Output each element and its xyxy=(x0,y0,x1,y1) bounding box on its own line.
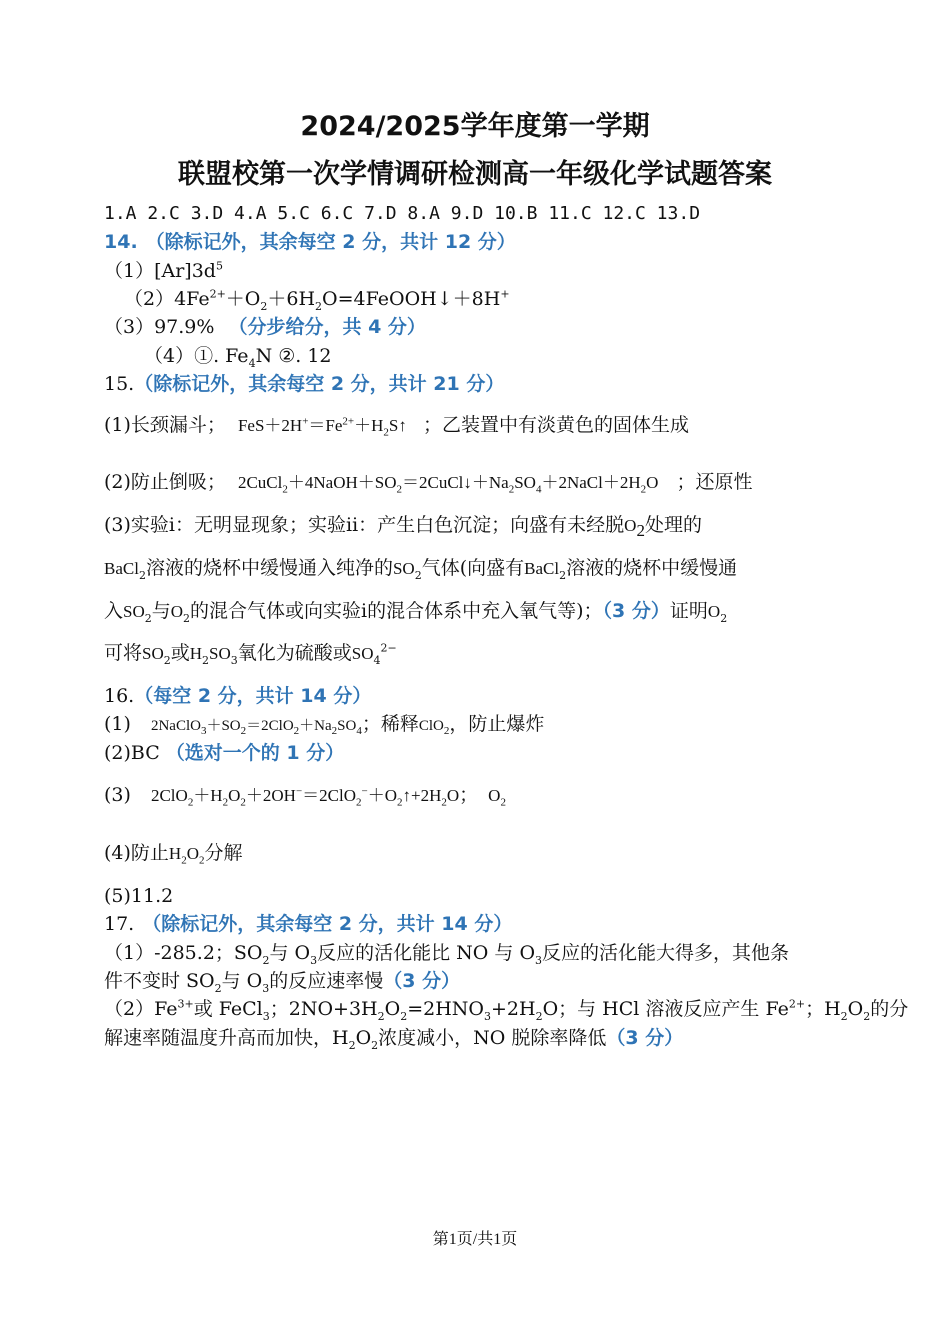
q15-answer-2: (2)防止倒吸； $2CuCl_2+4NaOH+SO_2=2CuCl↓+Na_2SO_4+2NaCl+2H_2O$ ；还原性 xyxy=(104,471,753,496)
q14-answer-2: $(2)4Fe^{2+}+O_2+6H_2O=4FeOOH↓+8H^+$ xyxy=(124,287,510,313)
q17-answer-1-line-1: （1）-285.2；$SO_2$与 $O_3$反应的活化能比 NO 与 $O_3$反应的活化能大得多，其他条 xyxy=(104,942,790,967)
q17-answer-2-line-2: 解速率随温度升高而加快，$H_2O_2$浓度减小，NO 脱除率降低（3 分） xyxy=(104,1027,684,1052)
q14-answer-3-note: （分步给分，共 4 分） xyxy=(228,316,426,338)
q14-header xyxy=(104,229,516,255)
q15-answer-3-line-4: 可将$SO_2$或$H_2SO_3$氧化为硫酸或$SO_4^{2-}$ xyxy=(104,641,397,667)
q17-answer-1-line-2: 件不变时 $SO_2$与 $O_3$的反应速率慢（3 分） xyxy=(104,970,461,995)
q16-answer-4: (4)防止$H_2O_2$分解 xyxy=(104,842,243,867)
title-line-1: 2024/2025学年度第一学期 xyxy=(300,111,650,142)
q15-number: 15. xyxy=(104,373,135,395)
page-footer: 第1页/共1页 xyxy=(432,1231,518,1248)
title-line-2: 联盟校第一次学情调研检测高一年级化学试题答案 xyxy=(178,159,772,190)
q16-score-note: （每空 2 分，共计 14 分） xyxy=(134,685,372,707)
q14-answer-1: $(1)[Ar]3d^5$ xyxy=(104,259,223,282)
q15-header xyxy=(104,371,504,397)
q14-score-note: （除标记外，其余每空 2 分，共计 12 分） xyxy=(145,231,516,253)
q16-answer-2: (2)BC （选对一个的 1 分） xyxy=(104,742,345,764)
q14-answer-3: （3）97.9% （分步给分，共 4 分） xyxy=(104,316,426,338)
q14-number: 14. xyxy=(104,231,138,253)
q15-answer-1: (1)长颈漏斗； $FeS+2H^+=Fe^{2+}+H_2S↑$ ；乙装置中有淡黄色的固体生成 xyxy=(104,414,689,439)
q16-number: 16. xyxy=(104,685,135,707)
q14-answer-4: （4）①. $Fe_4N$ ②. 12 xyxy=(144,345,332,370)
q15-answer-3-line-1: (3)实验ⅰ：无明显现象；实验ⅱ：产生白色沉淀；向盛有未经脱$O_2$处理的 xyxy=(104,514,702,540)
q16-answer-5: (5)11.2 xyxy=(104,885,174,907)
q17-number: 17. xyxy=(104,913,135,935)
q16-answer-1: (1) $2NaClO_3+SO_2=2ClO_2+Na_2SO_4$；稀释ClO$_2$，防止爆炸 xyxy=(104,713,545,737)
q17-header xyxy=(104,911,512,937)
q15-score-note: （除标记外，其余每空 2 分，共计 21 分） xyxy=(134,373,505,395)
q16-answer-2-note: （选对一个的 1 分） xyxy=(165,742,345,764)
multiple-choice-answers: 1.A 2.C 3.D 4.A 5.C 6.C 7.D 8.A 9.D 10.B 11.C 12.C 13.D xyxy=(104,203,701,224)
q17-answer-2-note: （3 分） xyxy=(606,1027,684,1049)
q15-answer-3-line-3: 入$SO_2$与$O_2$的混合气体或向实验ⅰ的混合体系中充入氧气等)；（3 分）证明$O_2$ xyxy=(104,600,728,625)
q16-answer-3: (3) $2ClO_2+H_2O_2+2OH^-=2ClO_2^-+O_2↑+2H_2O$； $O_2$ xyxy=(104,784,506,809)
q16-header xyxy=(104,683,371,709)
q15-answer-3-line-2: BaCl$_2$溶液的烧杯中缓慢通入纯净的$SO_2$气体(向盛有BaCl$_2$溶液的烧杯中缓慢通 xyxy=(104,557,738,582)
q15-answer-3-note: （3 分） xyxy=(602,600,670,622)
q17-answer-1-note: （3 分） xyxy=(383,970,461,992)
q17-score-note: （除标记外，其余每空 2 分，共计 14 分） xyxy=(142,913,513,935)
q17-answer-2-line-1: $(2)Fe^{3+}$或 FeCl$_3$；$2NO+3H_2O_2=2HNO_3+2H_2O$；与 HCl 溶液反应产生 $Fe^{2+}$；$H_2O_2$的分 xyxy=(104,997,909,1023)
